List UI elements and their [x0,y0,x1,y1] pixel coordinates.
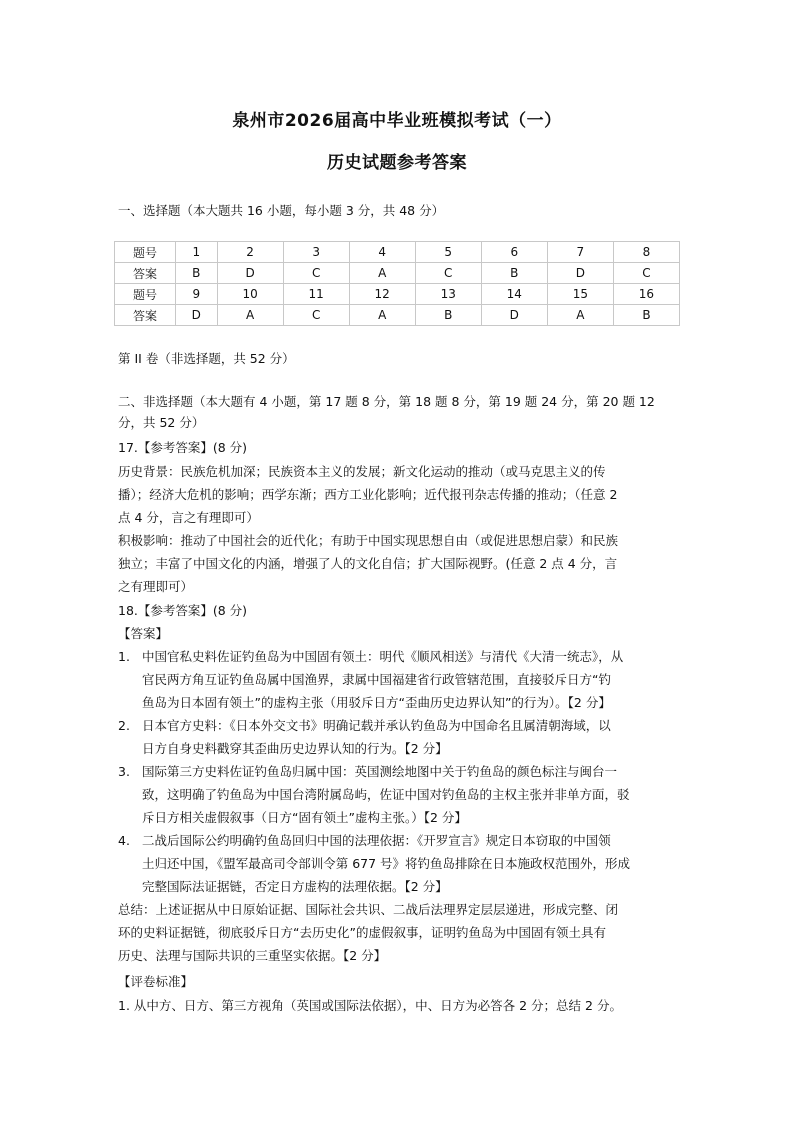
table-cell: A [547,305,613,326]
q17-effect-line1: 积极影响：推动了中国社会的近代化；有助于中国实现思想自由（或促进思想启蒙）和民族 [118,533,619,548]
q18-item-4-line3: 完整国际法证据链，否定日方虚构的法理依据。【2 分】 [142,879,448,894]
list-text: 二战后国际公约明确钓鱼岛回归中国的法理依据：《开罗宣言》规定日本窃取的中国领 [142,833,611,848]
page-subtitle: 历史试题参考答案 [327,153,467,173]
table-cell: 6 [481,242,547,263]
table-cell: C [415,263,481,284]
table-row [115,263,680,284]
q17-background-line1: 历史背景：民族危机加深；民族资本主义的发展；新文化运动的推动（或马克思主义的传 [118,464,606,479]
q18-item-4-line1 [118,831,678,851]
q18-item-2-line2: 日方自身史料戳穿其歪曲历史边界认知的行为。【2 分】 [142,741,448,756]
list-number: 3. [118,764,130,779]
table-cell: D [217,263,283,284]
q17-effect-line2: 独立；丰富了中国文化的内涵，增强了人的文化自信；扩大国际视野。(任意 2 点 4 分，言 [118,556,618,571]
q18-item-1-line2: 官民两方角互证钓鱼岛属中国渔界，隶属中国福建省行政管辖范围，直接驳斥日方“钓 [142,672,611,687]
q17-heading: 17.【参考答案】(8 分) [118,440,248,455]
q18-item-3-line2: 致，这明确了钓鱼岛为中国台湾附属岛屿，佐证中国对钓鱼岛的主权主张并非单方面，驳 [142,787,630,802]
table-row [115,284,680,305]
list-text: 中国官私史料佐证钓鱼岛为中国固有领土：明代《顺风相送》与清代《大清一统志》，从 [142,649,624,664]
table-cell: C [283,305,349,326]
table-cell: 4 [349,242,415,263]
list-number: 4. [118,833,130,848]
table-cell: 11 [283,284,349,305]
part-two-heading: 第 II 卷（非选择题，共 52 分） [118,351,295,366]
table-cell: B [415,305,481,326]
table-cell: B [613,305,679,326]
table-cell: 8 [613,242,679,263]
section-heading-nonchoice-line1: 二、非选择题（本大题有 4 小题，第 17 题 8 分，第 18 题 8 分，第 19 题 24 分，第 20 题 12 [118,394,655,409]
list-number: 1. [118,649,130,664]
section-heading-choice: 一、选择题（本大题共 16 小题，每小题 3 分，共 48 分） [118,203,445,218]
q18-summary-line3: 历史、法理与国际共识的三重坚实依据。【2 分】 [118,948,387,963]
table-cell: C [613,263,679,284]
table-cell: A [349,263,415,284]
table-row-header: 答案 [115,263,176,284]
list-text: 日本官方史料：《日本外交文书》明确记载并承认钓鱼岛为中国命名且属清朝海域，以 [142,718,611,733]
section-heading-nonchoice-line2: 分，共 52 分） [118,415,205,430]
table-cell: 9 [176,284,218,305]
table-row-header: 题号 [115,242,176,263]
grading-label: 【评卷标准】 [118,974,194,989]
table-cell: 14 [481,284,547,305]
q18-summary-line1: 总结：上述证据从中日原始证据、国际社会共识、二战后法理界定层层递进，形成完整、闭 [118,902,619,917]
page-title: 泉州市2026届高中毕业班模拟考试（一） [232,111,562,131]
table-cell: 15 [547,284,613,305]
grading-item-1: 1. 从中方、日方、第三方视角（英国或国际法依据），中、日方为必答各 2 分；总结 2 分。 [118,998,622,1013]
table-cell: D [481,305,547,326]
q18-item-2-line1 [118,716,678,736]
q18-item-1-line1 [118,647,678,667]
table-row-header: 答案 [115,305,176,326]
list-text: 国际第三方史料佐证钓鱼岛归属中国：英国测绘地图中关于钓鱼岛的颜色标注与闽台一 [142,764,618,779]
q18-item-3-line1 [118,762,678,782]
table-row-header: 题号 [115,284,176,305]
q18-item-4-line2: 土归还中国，《盟军最高司令部训令第 677 号》将钓鱼岛排除在日本施政权范围外，形成 [142,856,631,871]
table-cell: B [481,263,547,284]
table-cell: 12 [349,284,415,305]
table-cell: 1 [176,242,218,263]
q18-heading: 18.【参考答案】(8 分) [118,603,248,618]
q18-item-3-line3: 斥日方相关虚假叙事（日方“固有领土”虚构主张。）【2 分】 [142,810,467,825]
table-cell: 2 [217,242,283,263]
table-cell: 16 [613,284,679,305]
q18-item-1-line3: 鱼岛为日本固有领土”的虚构主张（用驳斥日方“歪曲历史边界认知”的行为）。【2 分】 [142,695,611,710]
q18-summary-line2: 环的史料证据链，彻底驳斥日方“去历史化”的虚假叙事，证明钓鱼岛为中国固有领土具有 [118,925,606,940]
table-cell: 7 [547,242,613,263]
table-cell: C [283,263,349,284]
q17-background-line3: 点 4 分，言之有理即可） [118,510,259,525]
table-row [115,242,680,263]
q18-answer-label: 【答案】 [118,626,169,641]
table-row [115,305,680,326]
table-cell: 3 [283,242,349,263]
table-cell: D [547,263,613,284]
q17-effect-line3: 之有理即可） [118,579,194,594]
answer-table [114,241,680,326]
table-cell: A [349,305,415,326]
table-cell: B [176,263,218,284]
table-cell: D [176,305,218,326]
table-cell: 13 [415,284,481,305]
q17-background-line2: 播）；经济大危机的影响；西学东渐；西方工业化影响；近代报刊杂志传播的推动；（任意 2 [118,487,618,502]
table-cell: 5 [415,242,481,263]
table-cell: 10 [217,284,283,305]
list-number: 2. [118,718,130,733]
table-cell: A [217,305,283,326]
